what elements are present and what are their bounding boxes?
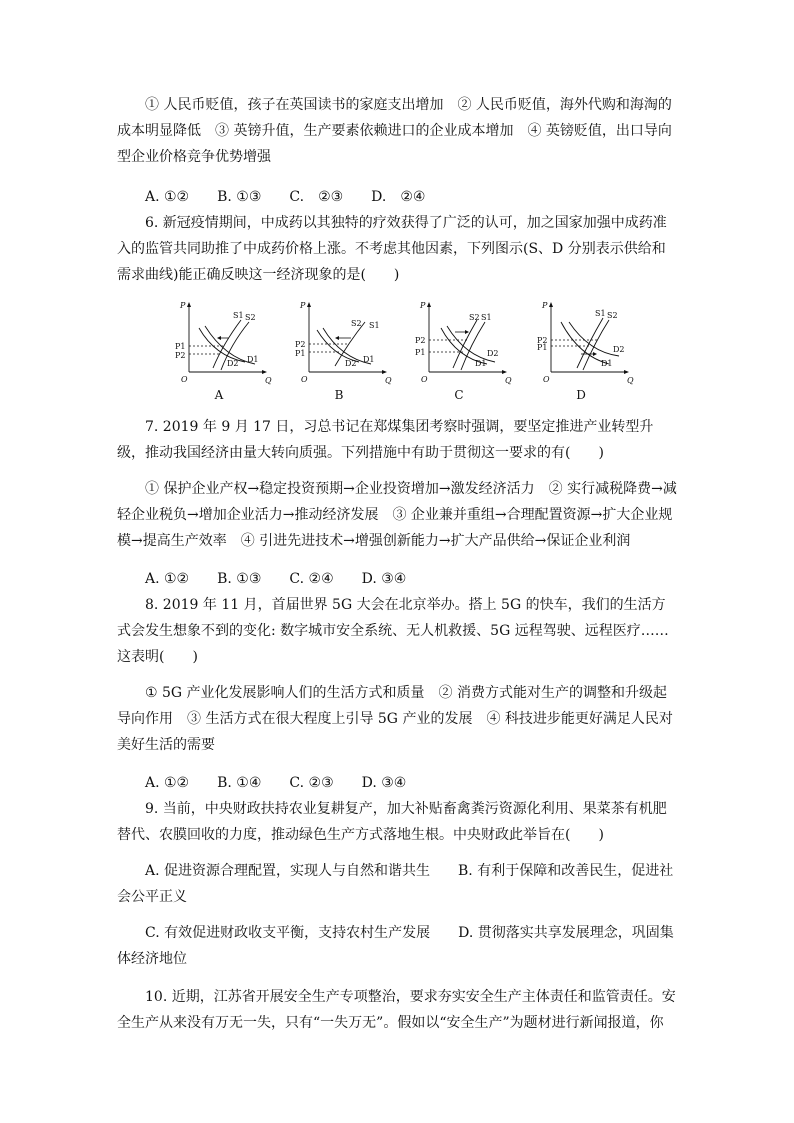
graph-d-label: D [576, 388, 586, 402]
graph-d-p2: P2 [537, 336, 548, 345]
graph-d-origin: O [543, 375, 550, 384]
q8-options: A. ①② B. ①④ C. ②③ D. ③④ [145, 775, 407, 791]
graph-a-d2: D2 [227, 359, 239, 368]
q7-stem: 7. 2019 年 9 月 17 日，习总书记在郑煤集团考察时强调，要坚定推进产业转型升级，推动我国经济由量大转向质强。下列措施中有助于贯彻这一要求的有( ) [117, 419, 654, 461]
graph-b-s2: S2 [351, 319, 362, 328]
graph-c-p1: P1 [415, 348, 426, 357]
graph-c-p2: P2 [415, 336, 426, 345]
graph-c-s1: S1 [481, 313, 492, 322]
graph-a-s1: S1 [233, 311, 244, 320]
graph-a-svg [169, 298, 272, 390]
graph-a-origin: O [181, 375, 188, 384]
q8-stem: 8. 2019 年 11 月，首届世界 5G 大会在北京举办。搭上 5G 的快车，我们的生活方式会发生想象不到的变化: 数字城市安全系统、无人机救援、5G 远程驾驶、远程医疗……这表明( ) [117, 597, 669, 665]
graph-a-label: A [214, 388, 224, 402]
graph-d-s2: S2 [607, 311, 618, 320]
q7-options: A. ①② B. ①③ C. ②④ D. ③④ [145, 571, 407, 587]
q7-statements: ① 保护企业产权→稳定投资预期→企业投资增加→激发经济活力 ② 实行减税降费→减轻企业税负→增加企业活力→推动经济发展 ③ 企业兼并重组→合理配置资源→扩大企业规模→提高生产效率 ④ 引进先进技术→增强创新能力→扩大产品供给→保证企业利润 [117, 481, 677, 549]
graph-a-d1: D1 [247, 355, 259, 364]
q8-statements: ① 5G 产业化发展影响人们的生活方式和质量 ② 消费方式能对生产的调整和升级起导向作用 ③ 生活方式在很大程度上引导 5G 产业的发展 ④ 科技进步能更好满足人民对美好生活的需要 [117, 685, 673, 753]
graph-c [409, 298, 512, 402]
q10-stem: 10. 近期，江苏省开展安全生产专项整治，要求夯实安全生产主体责任和监管责任。安全生产从来没有万无一失，只有“一失万无”。假如以“安全生产”为题材进行新闻报道，你 [117, 989, 676, 1031]
q9-options-ab: A. 促进资源合理配置，实现人与自然和谐共生 B. 有利于保障和改善民生，促进社会公平正义 [117, 863, 674, 905]
graph-b-p2: P2 [295, 340, 306, 349]
graph-d-d1: D1 [601, 359, 613, 368]
graph-d-axis-q: Q [627, 376, 634, 385]
graph-d-p1: P1 [537, 343, 548, 352]
graph-b-d2: D2 [345, 359, 357, 368]
graph-a-p2: P2 [175, 351, 186, 360]
graph-b-axis-q: Q [385, 376, 392, 385]
q5-statements: ① 人民币贬值，孩子在英国读书的家庭支出增加 ② 人民币贬值，海外代购和海淘的成本明显降低 ③ 英镑升值，生产要素依赖进口的企业成本增加 ④ 英镑贬值，出口导向型企业价格竞争优势增强 [117, 97, 672, 165]
graph-b-d1: D1 [363, 355, 375, 364]
graph-d [531, 298, 634, 402]
graph-a-p1: P1 [175, 342, 186, 351]
graph-c-s2: S2 [469, 313, 480, 322]
graph-d-d2: D2 [613, 345, 625, 354]
graph-c-d1: D1 [475, 359, 487, 368]
graph-d-svg [531, 298, 634, 390]
graph-d-s1: S1 [595, 309, 606, 318]
graph-b-axis-p: P [300, 301, 306, 310]
graph-a-axis-p: P [180, 301, 186, 310]
graph-b-origin: O [301, 375, 308, 384]
graph-a [169, 298, 272, 402]
graph-d-axis-p: P [542, 301, 548, 310]
q9-stem: 9. 当前，中央财政扶持农业复耕复产，加大补贴畜禽粪污资源化利用、果菜茶有机肥替代、农膜回收的力度，推动绿色生产方式落地生根。中央财政此举旨在( ) [117, 801, 667, 843]
graph-b-svg [289, 298, 392, 390]
graph-b-label: B [334, 388, 344, 402]
graph-c-axis-p: P [420, 301, 426, 310]
graph-c-label: C [454, 388, 464, 402]
graph-a-axis-q: Q [265, 376, 272, 385]
exam-page [117, 92, 679, 1036]
supply-demand-graphs [117, 298, 679, 402]
q9-options-cd: C. 有效促进财政收支平衡，支持农村生产发展 D. 贯彻落实共享发展理念，巩固集体经济地位 [117, 925, 674, 967]
graph-b-p1: P1 [295, 349, 306, 358]
q6-stem: 6. 新冠疫情期间，中成药以其独特的疗效获得了广泛的认可，加之国家加强中成药准入的监管共同助推了中成药价格上涨。不考虑其他因素，下列图示(S、D 分别表示供给和需求曲线)能正确反映这一经济现象的是( ) [117, 215, 667, 283]
q5-options: A. ①② B. ①③ C. ②③ D. ②④ [145, 189, 426, 205]
graph-c-axis-q: Q [505, 376, 512, 385]
graph-b [289, 298, 392, 402]
graph-c-svg [409, 298, 512, 390]
graph-a-s2: S2 [245, 313, 256, 322]
graph-c-origin: O [421, 375, 428, 384]
graph-c-d2: D2 [487, 349, 499, 358]
graph-b-s1: S1 [369, 321, 380, 330]
